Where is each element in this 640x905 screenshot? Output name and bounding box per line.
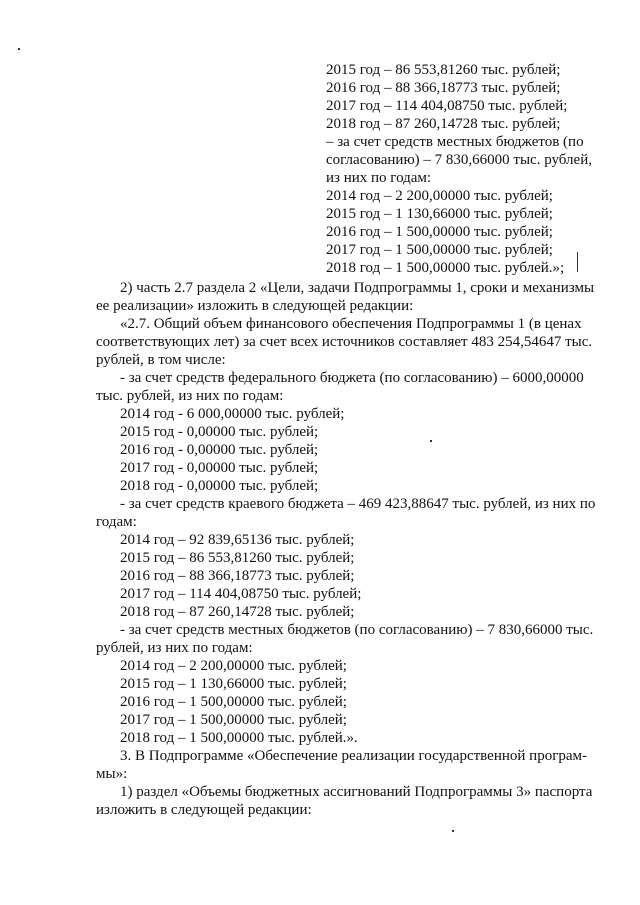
federal-2018: 2018 год - 0,00000 тыс. рублей; (120, 478, 319, 494)
right-line-2016: 2016 год – 88 366,18773 тыс. рублей; (326, 80, 561, 96)
p31-line-2: изложить в следующей редакции: (96, 802, 312, 818)
scan-speck (18, 48, 20, 50)
scan-speck (452, 830, 454, 832)
local-2016: 2016 год – 1 500,00000 тыс. рублей; (120, 694, 347, 710)
federal-line-2: тыс. рублей, из них по годам: (96, 388, 284, 404)
right-line-local-2018: 2018 год – 1 500,00000 тыс. рублей.»; (326, 260, 565, 276)
local-line-2: рублей, из них по годам: (96, 640, 253, 656)
right-line-local-1: – за счет средств местных бюджетов (по (326, 134, 584, 150)
regional-2018: 2018 год – 87 260,14728 тыс. рублей; (120, 604, 355, 620)
right-line-local-3: из них по годам: (326, 170, 432, 186)
local-2014: 2014 год – 2 200,00000 тыс. рублей; (120, 658, 347, 674)
local-2018: 2018 год – 1 500,00000 тыс. рублей.». (120, 730, 358, 746)
p3-line-1: 3. В Подпрограмме «Обеспечение реализации государственной програм- (120, 748, 587, 764)
regional-2017: 2017 год – 114 404,08750 тыс. рублей; (120, 586, 362, 602)
federal-2015: 2015 год - 0,00000 тыс. рублей; (120, 424, 319, 440)
federal-line-1: - за счет средств федерального бюджета (по согласованию) – 6000,00000 (120, 370, 584, 386)
p3-line-2: мы»: (96, 766, 128, 782)
p27-line-3: рублей, в том числе: (96, 352, 226, 368)
p27-line-2: соответствующих лет) за счет всех источников составляет 483 254,54647 тыс. (96, 334, 593, 350)
table-border-fragment (577, 252, 578, 272)
regional-line-2: годам: (96, 514, 137, 530)
right-line-2015: 2015 год – 86 553,81260 тыс. рублей; (326, 62, 561, 78)
p2-line-2: ее реализации» изложить в следующей редакции: (96, 298, 414, 314)
right-line-local-2: согласованию) – 7 830,66000 тыс. рублей, (326, 152, 592, 168)
right-line-2018: 2018 год – 87 260,14728 тыс. рублей; (326, 116, 561, 132)
federal-2017: 2017 год - 0,00000 тыс. рублей; (120, 460, 319, 476)
right-line-2017: 2017 год – 114 404,08750 тыс. рублей; (326, 98, 568, 114)
regional-2014: 2014 год – 92 839,65136 тыс. рублей; (120, 532, 355, 548)
local-line-1: - за счет средств местных бюджетов (по согласованию) – 7 830,66000 тыс. (120, 622, 594, 638)
regional-2015: 2015 год – 86 553,81260 тыс. рублей; (120, 550, 355, 566)
right-line-local-2014: 2014 год – 2 200,00000 тыс. рублей; (326, 188, 553, 204)
right-line-local-2017: 2017 год – 1 500,00000 тыс. рублей; (326, 242, 553, 258)
right-line-local-2015: 2015 год – 1 130,66000 тыс. рублей; (326, 206, 553, 222)
scan-speck (430, 440, 432, 442)
p2-line-1: 2) часть 2.7 раздела 2 «Цели, задачи Подпрограммы 1, сроки и механизмы (120, 280, 595, 296)
p31-line-1: 1) раздел «Объемы бюджетных ассигнований Подпрограммы 3» паспорта (120, 784, 593, 800)
right-line-local-2016: 2016 год – 1 500,00000 тыс. рублей; (326, 224, 553, 240)
federal-2014: 2014 год - 6 000,00000 тыс. рублей; (120, 406, 345, 422)
federal-2016: 2016 год - 0,00000 тыс. рублей; (120, 442, 319, 458)
p27-line-1: «2.7. Общий объем финансового обеспечения Подпрограммы 1 (в ценах (120, 316, 582, 332)
regional-2016: 2016 год – 88 366,18773 тыс. рублей; (120, 568, 355, 584)
local-2015: 2015 год – 1 130,66000 тыс. рублей; (120, 676, 347, 692)
regional-line-1: - за счет средств краевого бюджета – 469 423,88647 тыс. рублей, из них по (120, 496, 596, 512)
local-2017: 2017 год – 1 500,00000 тыс. рублей; (120, 712, 347, 728)
